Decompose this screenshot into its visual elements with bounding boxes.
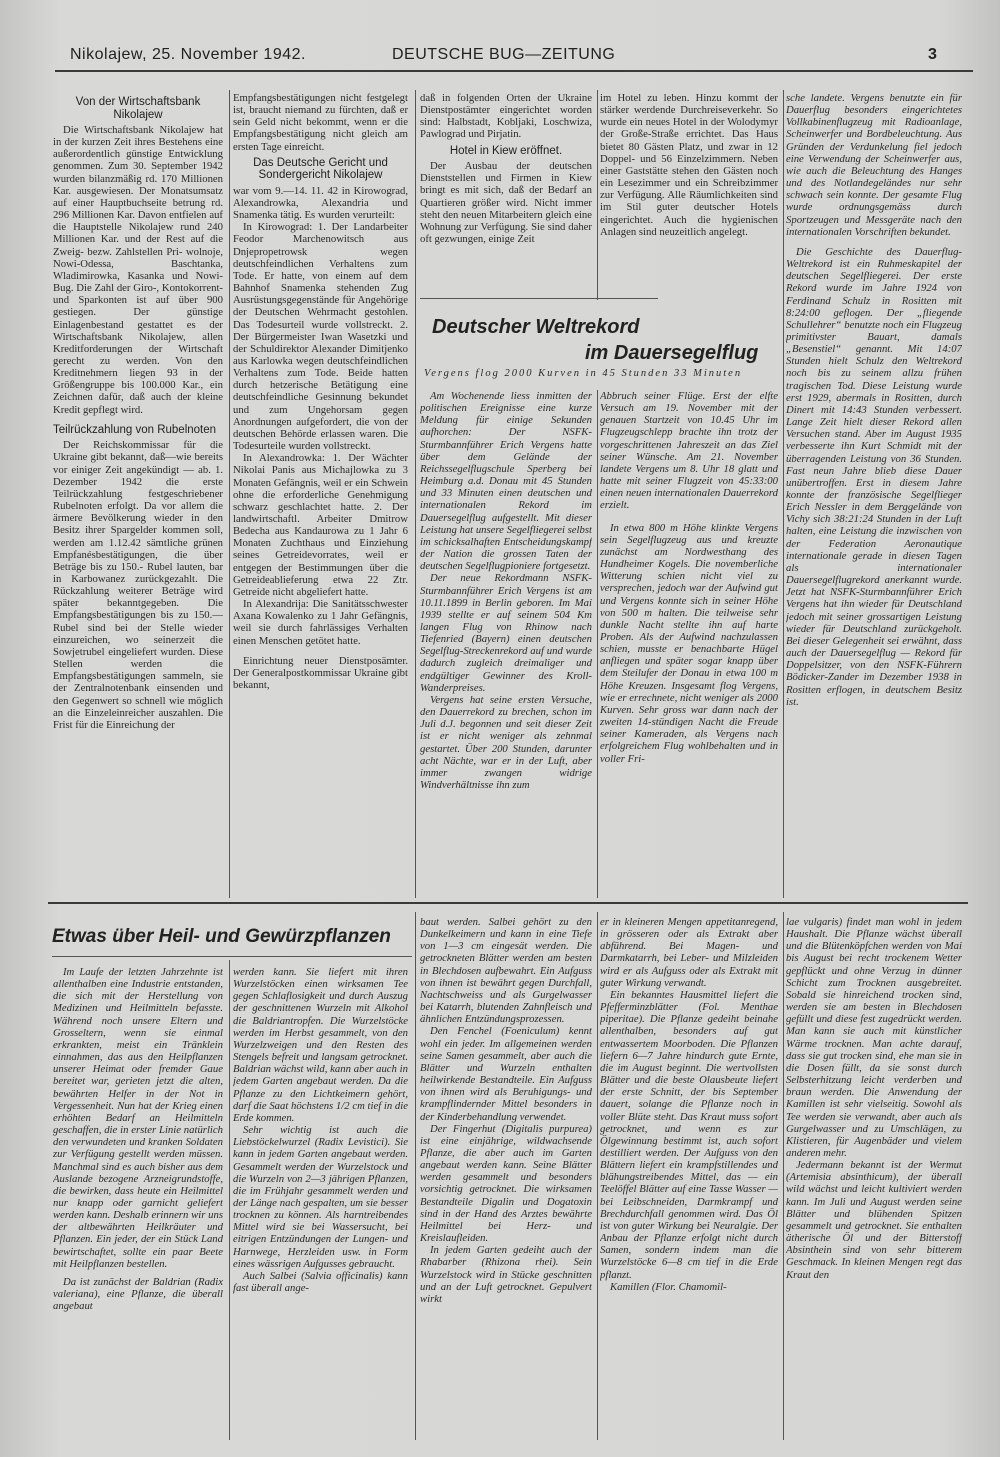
article-text: In Kirowograd: 1. Der Landarbeiter Feodor Marchenowitsch aus Dnjepropetrowsk wegen deutschfeindlichen Verhaltens zum Tode. Er hatte, von einem auf dem Bahnhof Snamenka stehenden Zug Ausrüstungsgegenstände für Angehörige der Deutschen Wehrmacht gestohlen. Das Todesurteil wurde vollstreckt. 2. Der Bürgermeister Iwan Wasetzki und der Schuldirektor Alexander Dimitjenko aus Karlowka wegen deutschfeindlichen Verhaltens zum Tode. Beide hatten durch hetzerische Betätigung eine deutschfeindliche Gesinnung bekundet und zum Ungehorsam gegen Anordnungen aufgefordert, die von der deutschen Behörde erlassen waren. Die Todesurteile wurden vollstreckt.	[233, 221, 408, 453]
article-text: Kamillen (Flor. Chamomil-	[610, 1280, 727, 1293]
article-text: im Hotel zu leben. Hinzu kommt der stärker werdende Durchreiseverkehr. So wurde ein neues Hotel in der Wolodymyr der Große-Straße errichtet. Das Haus bietet 80 Gästen Platz, und zwar in 12 Doppel- und 56 Einzelzimmern. Neben einer Gaststätte stehen den Gästen noch ein Lesezimmer und ein Schreibzimmer zur Verfügung. Alle Räumlichkeiten sind im Stil guter deutscher Hotels eingerichtet. Auch die hygienischen Anlagen sind neuzeitlich angelegt.	[600, 92, 778, 238]
article-text: Jedermann bekannt ist der Wermut (Artemisia absinthicum), der überall wild wächst und leicht kultiviert werden kann. Im Juli und August werden seine Blätter und blühenden Spitzen gesammelt und getrocknet. Sie enthalten ätherische Öl und der Bitterstoff Absinthein sind von sehr bitterem Geschmack. In kleinen Mengen regt das Kraut den	[786, 1159, 962, 1281]
article-text: Ein bekanntes Hausmittel liefert die Pfefferminzblätter (Fol. Menthae piperitae). Die Pflanze gedeiht beinahe allenthalben, besonders auf gut entwassertem Moorboden. Die Pflanzen liefern 6—7 Jahre hindurch gute Ernte, die im August beginnt. Die wertvollsten Blätter und die beste Olausbeute liefert der erste Schnitt, der bis September dauert, solange die Pflanze noch in voller Blüte steht. Das Kraut muss sofort getrocknet, und wenn es zur Ölgewinnung bestimmt ist, auch sofort destilliert werden. Der Aufguss von den Blättern liefert ein krampfstillendes und blähungstreibendes Mittel, das — ein Teelöffel Blätter auf eine Tasse Wasser — bei Leibschneiden, Darmkrampf und Brechdurchfall genommen wird. Das Öl ist von guter Wirkung bei Neuralgie. Der Anbau der Pflanze erfolgt nicht durch Samen, sondern indem man die Wurzelstöcke 6—8 cm tief in die Erde pflanzt.	[600, 988, 778, 1281]
column-rule	[415, 90, 416, 898]
masthead-date: Nikolajew, 25. November 1942.	[70, 46, 306, 63]
article-text: Die Geschichte des Dauerflug-Weltrekord ist ein Ruhmeskapitel der deutschen Segelfliegerei. Der erste Rekord wurde im Jahre 1924 von Ferdinand Schulz in Rositten mit 8:24:00 geflogen. Der „fliegende Schullehrer“ benutzte noch ein Flugzeug primitivster Bauart, damals „Besenstiel“ genannt. Mit 14:07 Stunden hielt Schulz den Weltrekord noch bis zu seinem allzu frühen tragischen Tod. Diese Leistung wurde erst 1929, abermals in Rositten, durch Dinert mit 14:43 Stunden verbessert. Lange Zeit hielt dieser Rekord allen Versuchen stand. Aber im August 1935 verbesserte ihn Kurt Schmidt mit der überragenden Leistung von 36 Stunden. Fast neun Jahre blieb diese Dauer unübertroffen. Erst in diesem Jahre konnte der französische Segelflieger Erich Nessler in dem Berggelände von Vichy sich 38:21:24 Stunden in der Luft halten, eine Leistung die inzwischen von der Federation Aeronautique internationale gerade in diesen Tagen als internationaler Dauersegelflugrekord anerkannt wurde. Jetzt hat NSFK-Sturmbannführer Erich Vergens hat ihn wieder für Deutschland jedoch mit seiner grossartigen Leistung wieder für Deutschland zurückgeholt. Bei dieser Gelegenheit sei erwähnt, dass auch der Dauersegelflug — Rekord für Doppelsitzer, von den NSFK-Führern Bödicker-Zander im Dezember 1938 in Rositten erflogen, in deutschem Besitz ist.	[786, 245, 962, 708]
article-text: werden kann. Sie liefert mit ihren Wurzelstöcken einen wirksamen Tee gegen Schlaflosigkeit und durch Auszug der geschnittenen Wurzeln mit Alkohol die Baldriantropfen. Die Wurzelstöcke werden im Herbst gesammelt, von den Wurzelzweigen und den Resten des Stengels befreit und langsam getrocknet. Baldrian wächst wild, kann aber auch in jedem Garten angebaut werden. Da die Pflanze zu den Lichtkeimern gehört, darf die Saat höchstens 1/2 cm tief in die Erde kommen.	[233, 966, 408, 1124]
article-text: In jedem Garten gedeiht auch der Rhabarber (Rhizona rhei). Sein Wurzelstock wird in Stücke geschnitten und an der Luft getrocknet. Gepulvert wirkt	[420, 1244, 592, 1305]
rekord-column-c	[786, 92, 962, 894]
rekord-subheadline: Vergens flog 2000 Kurven in 45 Stunden 33 Minuten	[424, 368, 743, 379]
article-text: Der Ausbau der deutschen Dienststellen und Firmen in Kiew bringt es mit sich, daß der Bedarf an Quartieren größer wird. Nicht immer steht den neuen Mitarbeitern gleich eine Wohnung zur Verfügung. Sie sind daher oft gezwungen, einige Zeit	[420, 160, 592, 246]
article-text: Am Wochenende liess inmitten der politischen Ereignisse eine kurze Meldung für einige Sekunden aufhorchen: Der NSFK-Sturmbannführer Erich Vergens hatte über dem Gelände der Reichssegelflugschule Sperberg bei Heimburg a.d. Donau mit 45 Stunden und 33 Minuten einen deutschen und internationalen Rekord im Dauersegelflug aufgestellt. Mit dieser Leistung hat unsere Segelfliegerei selbst im schicksalhaften Entscheidungskampf der Nation die grossen Taten der deutschen Segelflugpioniere fortgesetzt.	[420, 390, 592, 573]
article-text: Im Laufe der letzten Jahrzehnte ist allenthalben eine Industrie entstanden, die sich mit der Herstellung von Medizinen und Heilmitteln befasste. Während noch unsere Eltern und Grosseltern, wenn sie einmal erkrankten, meist ein Tränklein einnahmen, das aus den Heilpflanzen unserer Heimat oder fremder Gaue bereitet war, gerieten jetzt die alten, bewährten Helfer in der Not in Vergessenheit. Nun hat der Krieg einen erhöhten Bedarf an Heilmitteln geschaffen, die in erster Linie natürlich den verwundeten und kranken Soldaten zur Verfügung gestellt werden müssen. Manchmal sind es auch bisher aus dem Auslande bezogene Arzneigrundstoffe, die bewirken, dass heute ein Heilmittel nur knapp oder garnicht geliefert werden kann. Deshalb erinnern wir uns der altbewährten Heilkräuter und Pflanzen. Ein jeder, der ein Stück Land bewirtschaftet, sollte ein paar Beete mit Heilpflanzen bestellen.	[53, 966, 223, 1270]
heil-column-3	[420, 916, 592, 1442]
article-heading-rubelnoten: Teilrückzahlung von Rubelnoten	[53, 423, 217, 436]
article-heading-hotel: Hotel in Kiew eröffnet.	[449, 144, 563, 157]
column-3	[420, 92, 592, 297]
article-text: Der Reichskommissar für die Ukraine gibt bekannt, daß—wie bereits vor einiger Zeit angekündigt — ab. 1. Dezember 1942 die erste Teilrückzahlung festgeschriebener Rubelnoten erfolgt. Da vor allem die ärmere Bevölkerung wieder in den Besitz ihrer Spargelder kommen soll, werden am 1.12.42 sämtliche grünen Empfanésbestätigungen, die über Beträge bis zu 150.- Rubel lauten, bar in Karbowanez zurückgezahlt. Die Rückzahlung weiterer Beträge wird später bekanntgegeben. Die Empfangsbestätigungen bis zu 150.— Rubel sind bei der Stelle wieder einzureichen, wo seinerzeit die Sowjetrubel eingeliefert wurden. Diese Stellen werden die Empfangsbestätigungen sammeln, sie der Zentralnotenbank einsenden und den Gegenwert so schnell wie möglich an die Einzeleinreicher auszahlen. Die Frist für die Einreichung der	[53, 439, 223, 731]
article-text: In etwa 800 m Höhe klinkte Vergens sein Segelflugzeug aus und kreuzte zunächst am Nordwesthang des Hundheimer Kogels. Die novemberliche Witterung schien nicht viel zu versprechen, jedoch war der Aufwind gut und Vergens konnte sich in seiner Höhe von 500 m halten. Die teilweise sehr dunkle Nacht stellte ihn auf harte Proben. Als der Aufwind nachzulassen schien, musste er benachbarte Hügel anfliegen und später sogar knapp über dem Steilufer der Donau in etwa 100 m Höhe Kreuzen. Insgesamt flog Vergens, wie er errechnete, nicht weniger als 2000 Kurven. Sehr gross war dann nach der zweiten 14-stündigen Nacht die Freude seiner Kameraden, als Vergens nach erfolgreichem Flug wohlbehalten und in voller Fri-	[600, 521, 778, 765]
heil-headline: Etwas über Heil- und Gewürzpflanzen	[52, 926, 391, 947]
article-text: sche landete. Vergens benutzte ein für Dauerflug besonders eingerichtetes Vollkabinenflugzeug mit Radioanlage, Scheinwerfer und Bordbeleuchtung. Aus Gründen der Verdunkelung fiel jedoch eine Verwendung der Scheinwerfer aus, wie auch die Beleuchtung des Hanges und des Notlandegeländes nur sehr schwach sein konnte. Der gesamte Flug wurde ordnungsgemäss durch Sportzeugen und Messgeräte nach den internationalen Vorschriften bekundet.	[786, 92, 962, 238]
column-rule	[415, 912, 416, 1440]
article-text: Den Fenchel (Foeniculum) kennt wohl ein jeder. Im allgemeinen werden seine Samen gesammelt, aber auch die Blätter und Wurzeln enthalten heilwirkende Bestandteile. Ein Aufguss von ihnen wird als Beruhigungs- und krampflindernder Mittel besonders in der Kinderbehandlung verwendet.	[420, 1025, 592, 1123]
column-1	[53, 92, 223, 894]
article-text: In Alexandrowka: 1. Der Wächter Nikolai Panis aus Michajlowka zu 3 Monaten Gefängnis, weil er ein Schwein ohne die erforderliche Genehmigung schwarz geschlachtet hatte. 2. Der landwirtschaftl. Arbeiter Dmitrow Bedecha aus Kandaurowa zu 1 Jahr 6 Monaten Zuchthaus und Einziehung seines Getreidevorrates, weil er entgegen der Bestimmungen über die Getreideablieferung etwa 22 Ztr. Getreide nicht abgeliefert hatte.	[233, 452, 408, 598]
heil-column-5	[786, 916, 962, 1442]
article-text: Auch Salbei (Salvia officinalis) kann fast überall ange-	[233, 1269, 408, 1295]
column-2	[233, 92, 408, 894]
rekord-column-a	[420, 390, 592, 894]
column-rule	[597, 90, 598, 300]
section-rule	[48, 902, 968, 904]
masthead-rule	[55, 70, 973, 72]
article-text: baut werden. Salbei gehört zu den Dunkelkeimern und kann in eine Tiefe von 1—3 cm eingesät werden. Die getrockneten Blätter werden am besten in Blechdosen aufbewahrt. Ein Aufguss von ihnen ist bewährt gegen Durchfall, Nachtschweiss und als Gurgelwasser bei Katarrh, blutenden Zahnfleisch und ähnlichen Entzündungsprozessen.	[420, 916, 592, 1026]
article-text: Vergens hat seine ersten Versuche, den Dauerrekord zu brechen, schon im Juli d.J. begonnen und seit dieser Zeit ist er nicht weniger als zehnmal gestartet. Über 200 Stunden, darunter acht Nächte, war er in der Luft, aber immer zwangen widrige Windverhältnisse ihn zum	[420, 693, 592, 791]
article-heading-gericht: Das Deutsche Gericht und Sondergericht Nikolajew	[253, 156, 388, 182]
article-text: In Alexandrija: Die Sanitätsschwester Axana Kowalenko zu 1 Jahr Gefängnis, weil sie durch fahrlässiges Verhalten einen Menschen getötet hatte.	[233, 598, 408, 647]
column-rule	[597, 912, 598, 1440]
divider	[52, 956, 412, 957]
heil-column-4	[600, 916, 778, 1442]
article-text: daß in folgenden Orten der Ukraine Dienstpostämter eingerichtet worden sind: Halbstadt, Kobljaki, Loschwiza, Pawlograd und Pirjatin.	[420, 92, 592, 141]
article-text: Da ist zunächst der Baldrian (Radix valeriana), eine Pflanze, die überall angebaut	[53, 1275, 223, 1313]
masthead-title: DEUTSCHE BUG—ZEITUNG	[392, 46, 616, 63]
article-text: Der neue Rekordmann NSFK-Sturmbannführer Erich Vergens ist am 10.11.1899 in Berlin geboren. Im Mai 1939 stellte er auf seinem 504 Km langen Flug von Rhinow nach Tiefenried (Bayern) einen deutschen Segelflug-Streckenrekord auf und wurde dadurch zugleich dreimaliger und endgültiger Gewinner des Kroll-Wanderpreises.	[420, 572, 592, 694]
article-text: Abbruch seiner Flüge. Erst der elfte Versuch am 19. November mit der genauen Startzeit von 10.45 Uhr im Flugzeugschlepp brachte ihn trotz der vorgeschrittenen Jahreszeit an das Ziel seiner Wünsche. Am 21. November landete Vergens um 8. Uhr 18 glatt und hatte mit seiner Flugzeit von 45:33:00 einen neuen internationalen Dauerrekord erzielt.	[600, 390, 778, 512]
column-rule	[783, 912, 784, 1440]
column-rule	[783, 90, 784, 898]
article-text: Der Fingerhut (Digitalis purpurea) ist eine einjährige, wildwachsende Pflanze, die aber auch im Garten angebaut werden kann. Seine Blätter werden gesammelt und besonders vorsichtig getrocknet. Die wirksamen Bestandteile Digalin und Dogatoxin sind in der Hand des Arztes bewährte Heilmittel bei Herz- und Kreislaufleiden.	[420, 1122, 592, 1245]
column-rule	[229, 960, 230, 1440]
article-text: er in kleineren Mengen appetitanregend, in grösseren oder als Extrakt aber abführend. Bei Magen- und Darmkatarrh, bei Leber- und Milzleiden wird er als Aufguss oder als Extrakt mit guter Wirkung verwandt.	[600, 916, 778, 989]
column-rule	[229, 90, 230, 898]
article-text: Die Wirtschaftsbank Nikolajew hat in der kurzen Zeit ihres Bestehens eine außerordentlich günstige Entwicklung genommen. Zum 30. September 1942 wurden bilanzmäßig rd. 170 Millionen Kar. ausgewiesen. Der Monatsumsatz auf einer Hauptbuchseite betrung rd. 296 Millionen Kar. Davon entfielen auf die Hauptstelle Nikolajew rund 240 Millionen Kar. und der Rest auf die Zweig- bezw. Zahlstellen Pri- wolnoje, Nowi-Odessa, Baschtanka, Wladimirowka, Kasanka und Nowi-Bug. Die Zahl der Giro-, Kontokorrent- und Sparkonten ist auf über 900 gestiegen. Der günstige Einlagenbestand gestattet es der Wirtschaftsbank Nikolajew, allen Kreditforderungen der Wirtschaft gerecht zu werden. Von den Kreditnehmern liegen 93 in der Größengruppe bis 100.000 Kar., ein Zeichnen dafür, daß auch der kleine Kredit gepflegt wird.	[53, 124, 223, 416]
article-text: lae vulgaris) findet man wohl in jedem Haushalt. Die Pflanze wächst überall und die Blütenköpfchen werden von Mai bis August bei recht trockenem Wetter gepflückt und ohne Verzug in dünner Schicht zum Trocknen ausgebreitet. Sobald sie hinreichend trocken sind, werden sie am besten in Blechdosen gefüllt und diese fest zugedrückt werden. Man kann sie auch mit künstlicher Wärme trocknen. Man achte darauf, dass sie gut trocken sind, ehe man sie in die Dosen füllt, da sie sonst durch Selbsterhitzung leicht verderben und braun werden. Die Anwendung der Kamillen ist sehr vielseitig. Sowohl als Tee werden sie verwandt, aber auch als Gurgelwasser und zu Umschlägen, zu Klistieren, für Augenbäder und vielem anderen mehr.	[786, 916, 962, 1159]
article-text: Sehr wichtig ist auch die Liebstöckelwurzel (Radix Levistici). Sie kann in jedem Garten angebaut werden. Gesammelt werden der Wurzelstock und die Wurzeln von 2—3 jährigen Pflanzen, die im Frühjahr gesammelt werden und der Länge nach gespalten, um sie besser trocknen zu können. Als harntreibendes Mittel wird sie bei Wassersucht, bei eitrigen Entzündungen der Lungen- und Harnwege, Herzleiden usw. in Form eines wässrigen Aufgusses gebraucht.	[233, 1124, 408, 1270]
rekord-headline-1: Deutscher Weltrekord	[432, 316, 640, 338]
divider	[420, 298, 658, 299]
rekord-column-b	[600, 390, 778, 894]
heil-column-1	[53, 966, 223, 1442]
article-heading-wirtschaftsbank: Von der Wirtschaftsbank Nikolajew	[75, 96, 201, 121]
rekord-headline-2: im Dauersegelflug	[585, 342, 759, 364]
heil-column-2	[233, 966, 408, 1442]
column-rule	[597, 390, 598, 898]
article-text: Empfangsbestätigungen nicht festgelegt ist, braucht niemand zu fürchten, daß er sein Geld nicht bekommt, wenn er die Empfangsbestätigung nicht gleich am ersten Tage einreicht.	[233, 92, 408, 153]
column-4	[600, 92, 778, 297]
article-text: war vom 9.—14. 11. 42 in Kirowograd, Alexandrowka, Alexandria und Snamenka tätig. Es wurden verurteilt:	[233, 184, 408, 222]
article-text: Einrichtung neuer Dienstposämter. Der Generalpostkommissar Ukraine gibt bekannt,	[233, 654, 408, 692]
page-number: 3	[928, 46, 938, 63]
